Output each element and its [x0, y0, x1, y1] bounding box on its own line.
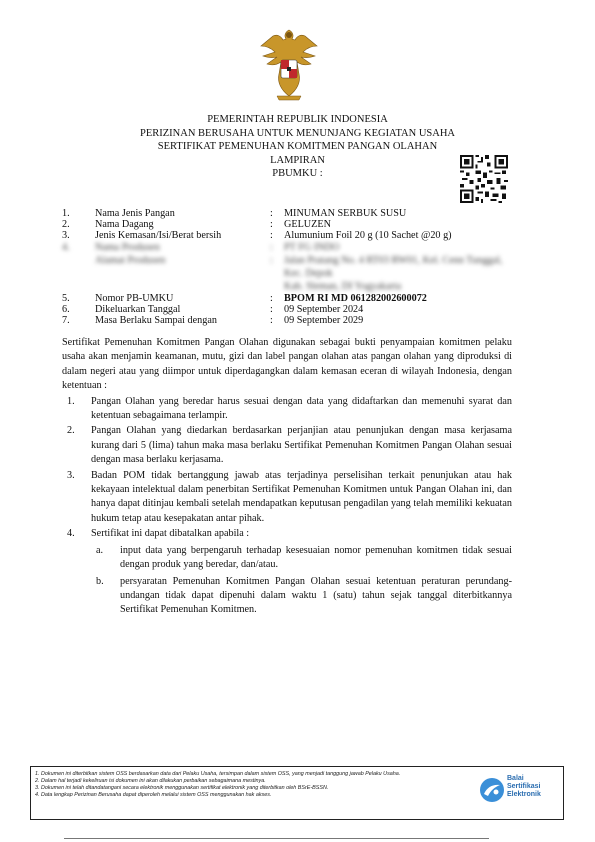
field-colon: : [270, 315, 273, 326]
terms-item-text: Sertifikat ini dapat dibatalkan apabila : [91, 528, 250, 540]
field-value: Kab. Sleman, DI Yogyakarta [284, 281, 402, 292]
bsre-line3: Elektronik [507, 791, 541, 798]
footer-note: 1. Dokumen ini diterbitkan sistem OSS berdasarkan data dari Pelaku Usaha, tersimpan dalam sistem OSS, yang menjadi tanggung jawab Pelaku Usaha. [35, 771, 401, 777]
field-label: Nama Produsen [95, 242, 160, 253]
field-value: GELUZEN [284, 219, 331, 230]
terms-item-number: 3. [67, 469, 75, 481]
field-colon: : [270, 208, 273, 219]
header-line-government: PEMERINTAH REPUBLIK INDONESIA [207, 114, 388, 125]
terms-item [62, 395, 512, 424]
footer-notes [35, 771, 465, 799]
terms-item [62, 424, 512, 467]
bsre-line2: Sertifikasi [507, 783, 541, 790]
field-colon: : [270, 293, 273, 304]
field-number: 1. [62, 208, 70, 219]
field-number: 6. [62, 304, 70, 315]
terms-item-text: Badan POM tidak bertanggung jawab atas terjadinya perselisihan terkait penunjukan atau hak kekayaan intelektual dalam penerbitan Sertifikat Pemenuhan Komitmen untuk Pangan Olahan ini, dan hanya dapat ditinjau kembali setelah mendapatkan keputusan pengadilan yang telah memiliki kekuatan hukum tetap atau kesepakatan antar pihak. [91, 469, 512, 524]
field-colon: : [270, 242, 273, 253]
field-label: Alamat Produsen [95, 255, 166, 266]
field-value: BPOM RI MD 061282002600072 [284, 293, 427, 304]
garuda-emblem-icon [259, 26, 319, 102]
field-label: Nomor PB-UMKU [95, 293, 174, 304]
field-value: Jalan Pratang No. 4 RT03 RW01, Kel. Cenn Tunggal, [284, 255, 503, 266]
field-label: Masa Berlaku Sampai dengan [95, 315, 217, 326]
header-line-licensing: PERIZINAN BERUSAHA UNTUK MENUNJANG KEGIATAN USAHA [139, 127, 456, 139]
terms-subitem-text: input data yang berpengaruh terhadap kesesuaian nomor pemenuhan komitmen tidak sesuai dengan produk yang beredar, dan/atau. [120, 544, 512, 571]
field-number: 4. [62, 242, 70, 253]
field-label: Dikeluarkan Tanggal [95, 304, 181, 315]
terms-subitem [91, 575, 512, 618]
terms-subitem [91, 544, 512, 573]
field-number: 5. [62, 293, 70, 304]
terms-subitem-text: persyaratan Pemenuhan Komitmen Pangan Olahan sesuai ketentuan peraturan perundang-undangan tidak dapat dipenuhi dalam waktu 1 (satu) tahun sejak tanggal diterbitkannya Sertifikat Pemenuhan Komitmen. [120, 575, 512, 616]
footer-note: 4. Data lengkap Perizinan Berusaha dapat diperoleh melalui sistem OSS menggunakan hak akses. [35, 792, 272, 798]
field-value: 09 September 2029 [284, 315, 364, 326]
terms-item-number: 2. [67, 425, 75, 437]
field-colon: : [270, 255, 273, 266]
terms-item-number: 4. [67, 528, 75, 540]
bottom-divider [64, 838, 489, 839]
footer-note: 3. Dokumen ini telah ditandatangani secara elektronik menggunakan sertifikat elektronik yang diterbitkan oleh BSrE-BSSN. [35, 785, 329, 791]
bsre-logo-icon [479, 777, 505, 803]
terms-item-number: 1. [67, 395, 75, 407]
field-colon: : [270, 219, 273, 230]
field-value: PT FG INDO [284, 242, 340, 253]
terms-intro: Sertifikat Pemenuhan Komitmen Pangan Olahan digunakan sebagai bukti penyampaian komitmen pelaku usaha akan menjamin keamanan, mutu, gizi dan label pangan olahan atas pangan olahan yang diproduksi di dalam negeri atau yang diimpor untuk diperdagangkan dalam kemasan eceran di wilayah Indonesia, dengan ketentuan : [62, 337, 512, 392]
field-number: 2. [62, 219, 70, 230]
field-colon: : [270, 304, 273, 315]
field-label: Nama Jenis Pangan [95, 208, 175, 219]
terms-sublist [91, 544, 512, 618]
header-line-pbumku: PBUMKU : [272, 168, 323, 179]
terms-subitem-letter: a. [96, 544, 104, 556]
terms-subitem-letter: b. [96, 575, 104, 587]
terms-section [62, 336, 512, 618]
field-value: Alumunium Foil 20 g (10 Sachet @20 g) [284, 230, 452, 241]
header-line-attachment: LAMPIRAN [270, 154, 325, 166]
field-number: 7. [62, 315, 70, 326]
terms-item-text: Pangan Olahan yang diedarkan berdasarkan perjanjian atau penunjukan dengan masa kerjasama kurang dari 5 (lima) tahun maka masa berlaku Sertifikat Pemenuhan Komitmen Pangan Olahan sesuai dengan masa berlaku kerjasama. [91, 425, 512, 466]
field-value: MINUMAN SERBUK SUSU [284, 208, 407, 219]
bsre-logo [479, 773, 559, 813]
bsre-line1: Balai [507, 775, 524, 782]
footer-note: 2. Dalam hal terjadi kekeliruan isi dokumen ini akan dilakukan perbaikan sebagaimana mestinya. [35, 778, 266, 784]
bsre-logo-text [507, 775, 541, 799]
field-colon: : [270, 230, 273, 241]
terms-item [62, 469, 512, 527]
field-value: Kec. Depok [284, 268, 333, 279]
terms-item-text: Pangan Olahan yang beredar harus sesuai dengan data yang didaftarkan dan memenuhi syarat dan ketentuan sebagaimana terlampir. [91, 395, 512, 422]
field-number: 3. [62, 230, 70, 241]
header-line-certificate: SERTIFIKAT PEMENUHAN KOMITMEN PANGAN OLAHAN [157, 141, 438, 152]
field-label: Nama Dagang [95, 219, 154, 230]
field-value: 09 September 2024 [284, 304, 364, 315]
terms-item [62, 527, 512, 617]
qr-code-icon [460, 155, 508, 203]
footer-notes-box [30, 766, 564, 820]
field-label: Jenis Kemasan/Isi/Berat bersih [95, 230, 222, 241]
